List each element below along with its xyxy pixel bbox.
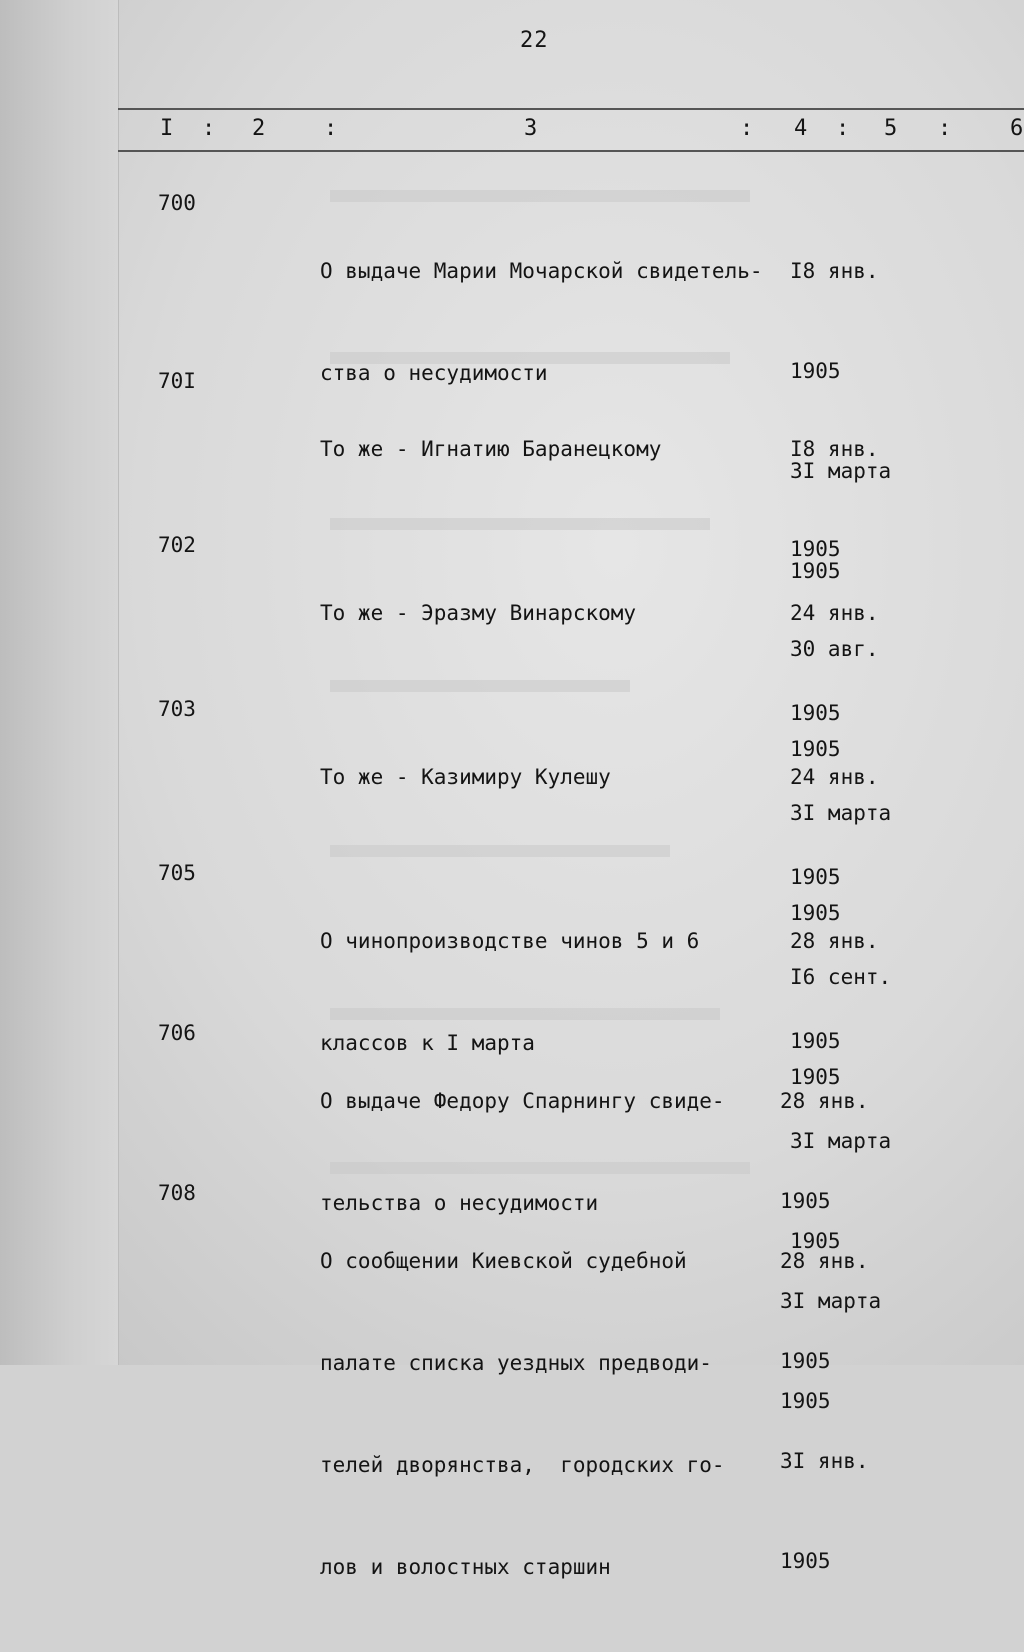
record-dates	[780, 1176, 869, 1644]
start-date: 28 янв.	[780, 1089, 869, 1113]
record-title-line: палате списка уездных предводи-	[320, 1351, 712, 1375]
record-number: 703	[158, 697, 196, 721]
end-year: 1905	[790, 901, 841, 925]
record-title-line: То же - Эразму Винарскому	[320, 601, 637, 625]
header-col-5: 5	[884, 116, 898, 141]
end-year: 1905	[780, 1549, 831, 1573]
start-date: I8 янв.	[790, 259, 879, 283]
start-date: I8 янв.	[790, 437, 879, 461]
record-title-line: О чинопроизводстве чинов 5 и 6	[320, 929, 700, 953]
record-number: 706	[158, 1021, 196, 1045]
end-year: 1905	[790, 1229, 841, 1253]
record-title	[320, 1176, 790, 1652]
end-date: 3I марта	[780, 1289, 882, 1313]
start-year: 1905	[790, 359, 841, 383]
start-date: 24 янв.	[790, 601, 879, 625]
header-col-6: 6	[1010, 116, 1024, 141]
record-title-line: То же - Игнатию Баранецкому	[320, 437, 662, 461]
record-title-line: О сообщении Киевской судебной	[320, 1249, 687, 1273]
header-col-2: 2	[252, 116, 266, 141]
header-col-4: 4	[794, 116, 808, 141]
record-title-line: тельства о несудимости	[320, 1191, 599, 1215]
start-year: 1905	[790, 701, 841, 725]
header-col-1: I	[160, 116, 174, 141]
header-sep-4: :	[836, 116, 850, 141]
record-number: 700	[158, 191, 196, 215]
end-year: 1905	[780, 1389, 831, 1413]
record-title	[320, 528, 790, 698]
start-year: 1905	[780, 1189, 831, 1213]
record-title-line: О выдаче Федору Спарнингу свиде-	[320, 1089, 725, 1113]
header-sep-5: :	[938, 116, 952, 141]
record-title-line: классов к I марта	[320, 1031, 535, 1055]
header-col-3: 3	[524, 116, 538, 141]
start-date: 24 янв.	[790, 765, 879, 789]
record-title-line: ства о несудимости	[320, 361, 548, 385]
record-title-line: телей дворянства, городских го-	[320, 1453, 725, 1477]
end-date: 3I марта	[790, 801, 892, 825]
record-title-line: То же - Казимиру Кулешу	[320, 765, 611, 789]
end-date: I6 сент.	[790, 965, 892, 989]
end-date: 3I янв.	[780, 1449, 869, 1473]
end-year: 1905	[790, 1065, 841, 1089]
start-year: 1905	[790, 537, 841, 561]
end-year: 1905	[790, 737, 841, 761]
left-margin-fold	[0, 0, 119, 1365]
header-sep-3: :	[740, 116, 754, 141]
record-title-line: О выдаче Марии Мочарской свидетель-	[320, 259, 763, 283]
record-number: 708	[158, 1181, 196, 1205]
column-header-row	[118, 108, 1024, 152]
page-number: 22	[520, 28, 549, 53]
record-title	[320, 364, 790, 534]
header-sep-1: :	[202, 116, 216, 141]
record-title-line: лов и волостных старшин	[320, 1555, 611, 1579]
record-title	[320, 692, 790, 862]
end-date: 30 авг.	[790, 637, 879, 661]
record-number: 70I	[158, 369, 196, 393]
record-number: 702	[158, 533, 196, 557]
end-date: 3I марта	[790, 459, 892, 483]
start-year: 1905	[780, 1349, 831, 1373]
start-year: 1905	[790, 1029, 841, 1053]
header-sep-2: :	[324, 116, 338, 141]
end-date: 3I марта	[790, 1129, 892, 1153]
record-number: 705	[158, 861, 196, 885]
start-date: 28 янв.	[780, 1249, 869, 1273]
end-year: 1905	[790, 559, 841, 583]
start-date: 28 янв.	[790, 929, 879, 953]
start-year: 1905	[790, 865, 841, 889]
